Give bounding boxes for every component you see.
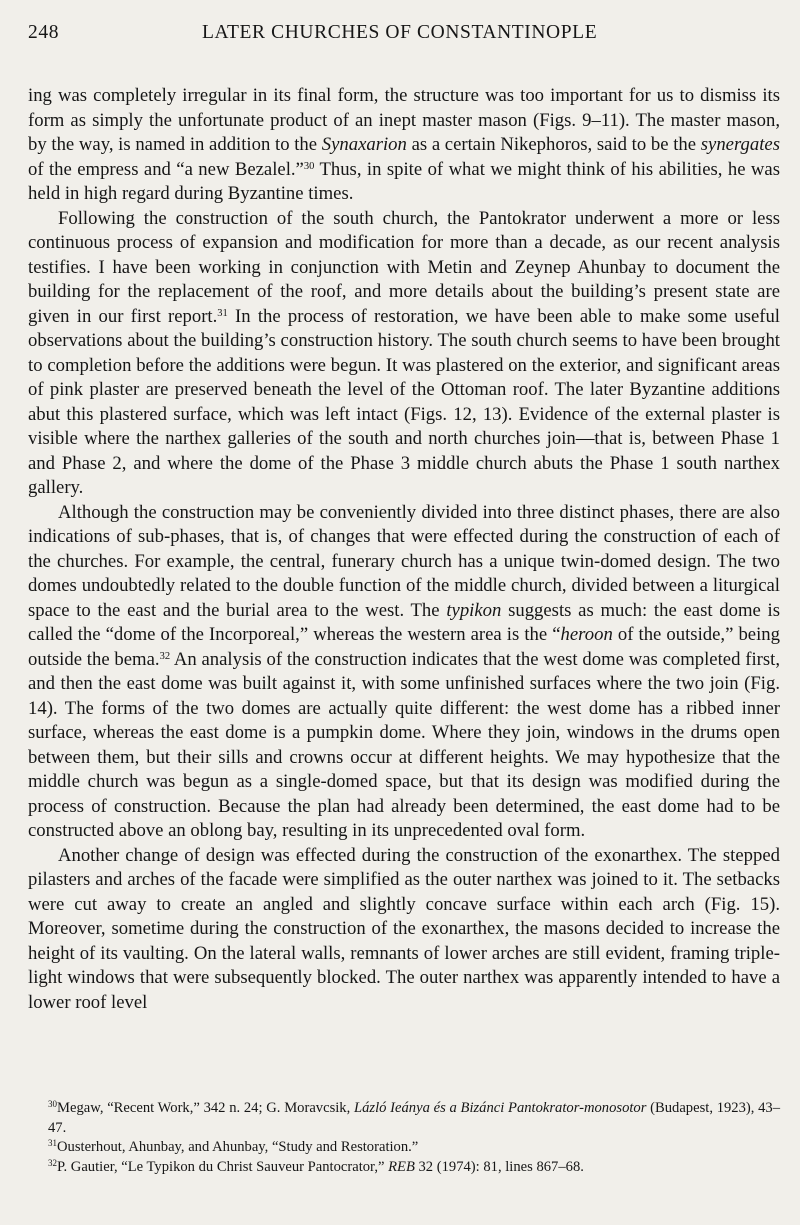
paragraph-3: Although the construction may be conveniently divided into three distinct phases, there are also indications of sub-phases, that is, of changes that were effected during the construction of each of the churches. For example, the central, funerary church has a unique twin-domed design. The two domes undoubtedly related to the double function of the middle church, divided between a liturgical space to the east and the burial area to the west. The typikon suggests as much: the east dome is called the “dome of the Incorporeal,” whereas the western area is the “heroon of the outside,” being outside the bema.$^{32}$ An analysis of the construction indicates that the west dome was completed first, and then the east dome was built against it, with some unfinished surfaces where the two join (Fig. 14). The forms of the two domes are actually quite different: the west dome has a ribbed inner surface, whereas the east dome is a pumpkin dome. Where they join, windows in the drums open between them, but their sills and crowns occur at different heights. We may hypothesize that the middle church was begun as a single-domed space, but that its design was modified during the process of construction. Because the plan had already been determined, the east dome had to be constructed above an oblong bay, resulting in its unprecedented oval form. <box>28 501 781 841</box>
paragraph-1: ing was completely irregular in its final form, the structure was too important for us to dismiss its form as simply the unfortunate product of an inept master mason (Figs. 9–11). The master mason, by the way, is named in addition to the Synaxarion as a certain Nikephoros, said to be the synergates of the empress and “a new Bezalel.”$^{30}$ Thus, in spite of what we might think of his abilities, he was held in high regard during Byzantine times. <box>28 85 780 204</box>
footnote-number: 32 <box>48 1157 57 1168</box>
footnote-number: 31 <box>48 1138 57 1148</box>
footnote-number: 30 <box>48 1099 57 1109</box>
footnote-31: $^{31}$Ousterhout, Ahunbay, and Ahunbay, “Study and Restoration.” <box>48 1138 419 1155</box>
running-header <box>28 22 780 54</box>
body-text <box>28 84 780 1015</box>
footnotes <box>30 1099 780 1177</box>
footnote-32: $^{32}$P. Gautier, “Le Typikon du Christ Sauveur Pantocrator,” REB 32 (1974): 81, lines 867–68. <box>48 1157 584 1175</box>
running-title: LATER CHURCHES OF CONSTANTINOPLE <box>202 22 598 43</box>
paragraph-2: Following the construction of the south church, the Pantokrator underwent a more or less continuous process of expansion and modification for more than a decade, as our recent analysis testifies. I have been working in conjunction with Metin and Zeynep Ahunbay to document the building for the replacement of the roof, and more details about the building’s present state are given in our first report.$^{31}$ In the process of restoration, we have been able to make some useful observations about the building’s construction history. The south church seems to have been brought to completion before the additions were begun. It was plastered on the exterior, and significant areas of pink plaster are preserved beneath the level of the Ottoman roof. The later Byzantine additions abut this plastered surface, which was left intact (Figs. 12, 13). Evidence of the external plaster is visible where the narthex galleries of the south and north churches join—that is, between Phase 1 and Phase 2, and where the dome of the Phase 3 middle church abuts the Phase 1 south narthex gallery. <box>28 207 781 498</box>
footnote-ref-30[interactable]: 30 <box>303 160 315 172</box>
page-number: 248 <box>28 22 60 43</box>
footnote-30: $^{30}$Megaw, “Recent Work,” 342 n. 24; G. Moravcsik, Lázló Ieánya és a Bizánci Pantokrator-monosotor (Budapest, 1923), 43–47. <box>48 1099 781 1136</box>
footnote-ref-32[interactable]: 32 <box>159 650 171 662</box>
footnote-ref-31[interactable]: 31 <box>217 307 228 319</box>
paragraph-4: Another change of design was effected during the construction of the exonarthex. The stepped pilasters and arches of the facade were simplified as the outer narthex was joined to it. The setbacks were cut away to create an angled and slightly concave surface within each arch (Fig. 15). Moreover, sometime during the construction of the exonarthex, the masons decided to increase the height of its vaulting. On the lateral walls, remnants of lower arches are still evident, framing triple-light windows that were subsequently blocked. The outer narthex was apparently intended to have a lower roof level <box>28 844 780 1013</box>
